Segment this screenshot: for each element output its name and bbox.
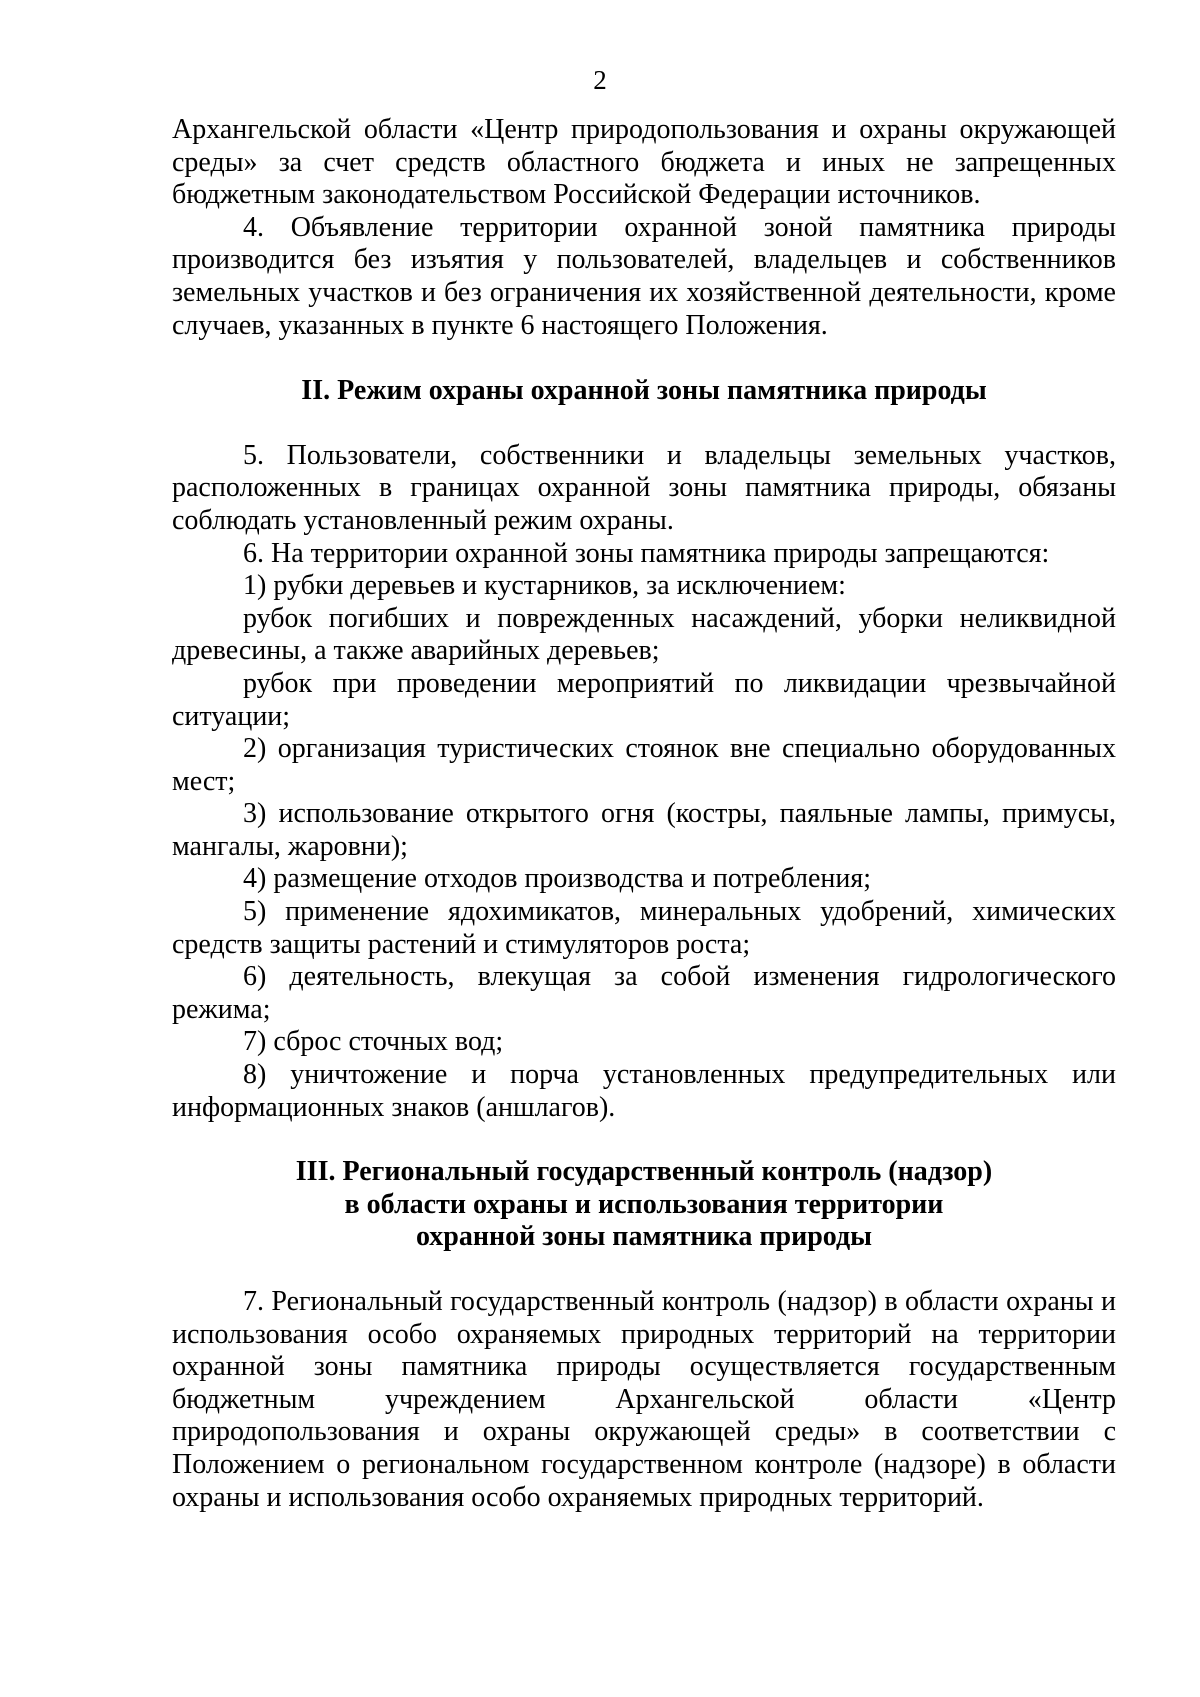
list-item-1: 1) рубки деревьев и кустарников, за исключением:	[243, 570, 846, 602]
list-item-7: 7) сброс сточных вод;	[243, 1026, 504, 1058]
section-heading-3-line-2: в области охраны и использования территории	[344, 1188, 944, 1220]
list-item-5: 5) применение ядохимикатов, минеральных удобрений, химических средств защиты растений и стимуляторов роста;	[172, 896, 1116, 960]
page-number: 2	[593, 65, 607, 95]
section-heading-2: II. Режим охраны охранной зоны памятника природы	[301, 375, 987, 407]
list-item-6: 6) деятельность, влекущая за собой изменения гидрологического режима;	[172, 961, 1116, 1025]
list-item-8: 8) уничтожение и порча установленных предупредительных или информационных знаков (аншлагов).	[172, 1059, 1116, 1123]
list-item-4: 4) размещение отходов производства и потребления;	[243, 863, 872, 895]
list-item-3: 3) использование открытого огня (костры, паяльные лампы, примусы, мангалы, жаровни);	[172, 798, 1116, 862]
section-heading-3-line-1: III. Региональный государственный контроль (надзор)	[295, 1156, 993, 1188]
list-subitem-1a: рубок погибших и поврежденных насаждений, уборки неликвидной древесины, а также аварийных деревьев;	[172, 602, 1116, 667]
paragraph-6: 6. На территории охранной зоны памятника природы запрещаются:	[243, 537, 1050, 569]
section-heading-3-line-3: охранной зоны памятника природы	[415, 1221, 873, 1253]
paragraph-7: 7. Региональный государственный контроль (надзор) в области охраны и использования особо охраняемых природных территорий на территории охранной зоны памятника природы осуществляется государственным бюджетным учреждением Архангельской области «Центр природопользования и охраны окружающей среды» в соответствии с Положением о региональном государственном контроле (надзоре) в области охраны и использования особо охраняемых природных территорий.	[172, 1286, 1116, 1513]
paragraph-4: 4. Объявление территории охранной зоной памятника природы производится без изъятия у пользователей, владельцев и собственников земельных участков и без ограничения их хозяйственной деятельности, кроме случаев, указанных в пункте 6 настоящего Положения.	[172, 211, 1116, 341]
document-body	[172, 114, 1116, 1514]
paragraph-continuation: Архангельской области «Центр природопользования и охраны окружающей среды» за счет средств областного бюджета и иных не запрещенных бюджетным законодательством Российской Федерации источников.	[172, 114, 1116, 211]
list-item-2: 2) организация туристических стоянок вне специально оборудованных мест;	[172, 733, 1116, 797]
list-subitem-1b: рубок при проведении мероприятий по ликвидации чрезвычайной ситуации;	[172, 667, 1116, 732]
section-heading-3	[172, 1156, 1116, 1254]
paragraph-5: 5. Пользователи, собственники и владельцы земельных участков, расположенных в границах охранной зоны памятника природы, обязаны соблюдать установленный режим охраны.	[172, 439, 1116, 536]
